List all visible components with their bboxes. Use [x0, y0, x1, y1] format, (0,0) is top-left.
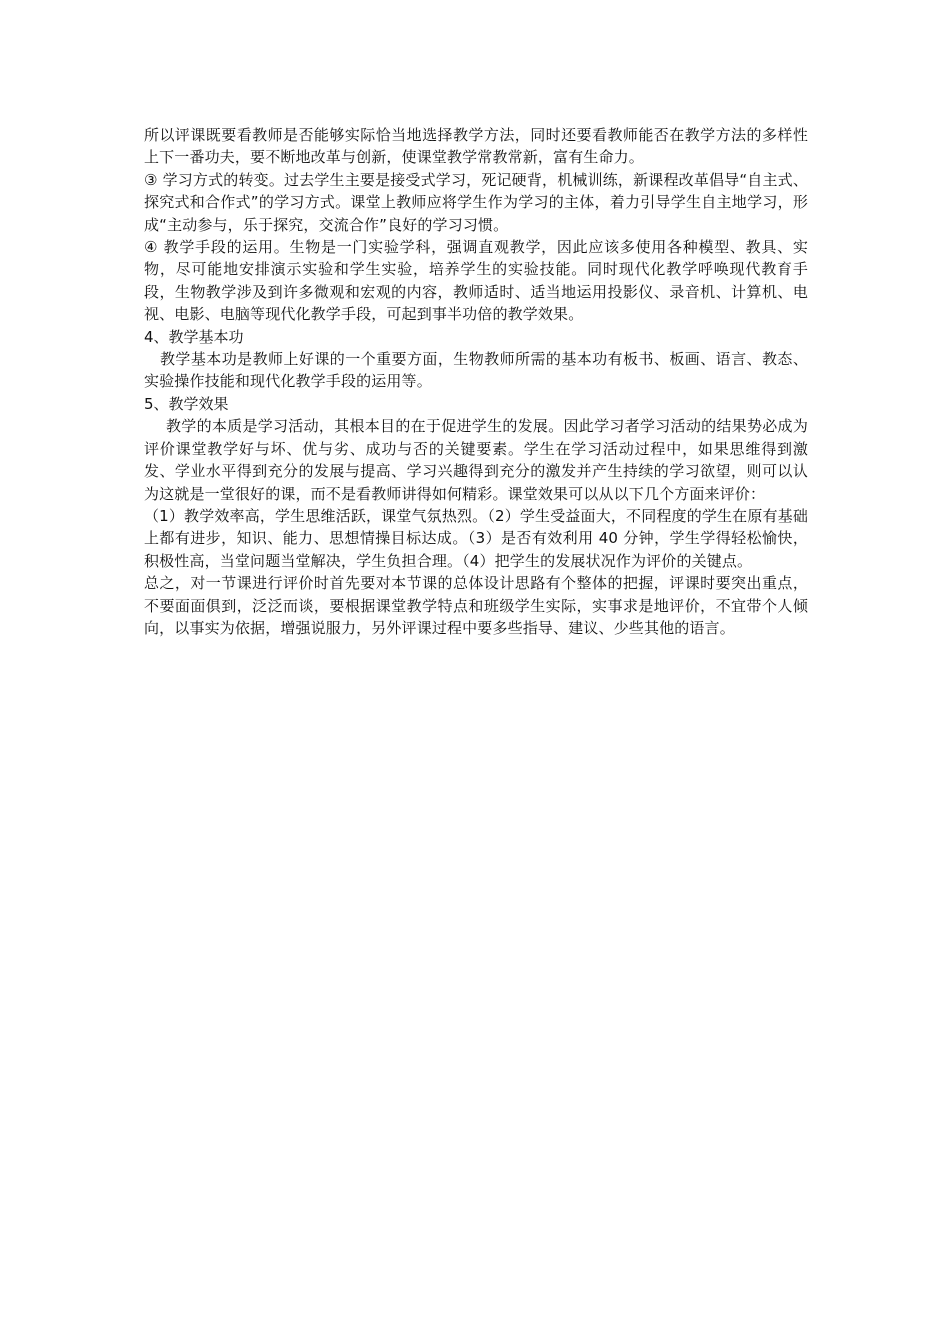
- paragraph-conclusion: 总之，对一节课进行评价时首先要对本节课的总体设计思路有个整体的把握，评课时要突出重点，不要面面俱到，泛泛而谈，要根据课堂教学特点和班级学生实际，实事求是地评价，不宜带个人倾向，以事实为依据，增强说服力，另外评课过程中要多些指导、建议、少些其他的语言。: [144, 574, 808, 637]
- paragraph-basic-skills: 教学基本功是教师上好课的一个重要方面，生物教师所需的基本功有板书、板画、语言、教态、实验操作技能和现代化教学手段的运用等。: [144, 350, 808, 391]
- paragraph-learning-style: ③ 学习方式的转变。过去学生主要是接受式学习，死记硬背，机械训练，新课程改革倡导“自主式、探究式和合作式”的学习方式。课堂上教师应将学生作为学习的主体，着力引导学生自主地学习，形成“主动参与，乐于探究，交流合作”良好的学习习惯。: [144, 170, 808, 234]
- section-heading-basic-skills: 4、教学基本功: [144, 327, 244, 346]
- document-body: [144, 124, 808, 639]
- section-heading-teaching-effect: 5、教学效果: [144, 394, 229, 413]
- paragraph-teaching-effect: 教学的本质是学习活动，其根本目的在于促进学生的发展。因此学习者学习活动的结果势必成为评价课堂教学好与坏、优与劣、成功与否的关键要素。学生在学习活动过程中，如果思维得到激发、学业水平得到充分的发展与提高、学习兴趣得到充分的激发并产生持续的学习欲望，则可以认为这就是一堂很好的课，而不是看教师讲得如何精彩。课堂效果可以从以下几个方面来评价：: [144, 417, 808, 503]
- paragraph-evaluation-criteria: （1）教学效率高，学生思维活跃，课堂气氛热烈。（2）学生受益面大，不同程度的学生在原有基础上都有进步，知识、能力、思想情操目标达成。（3）是否有效利用 40 分钟，学生学得轻松愉快，积极性高，当堂问题当堂解决，学生负担合理。（4）把学生的发展状况作为评价的关键点。: [144, 506, 808, 570]
- paragraph-teaching-means: ④ 教学手段的运用。生物是一门实验学科，强调直观教学，因此应该多使用各种模型、教具、实物，尽可能地安排演示实验和学生实验，培养学生的实验技能。同时现代化教学呼唤现代教育手段，生物教学涉及到许多微观和宏观的内容，教师适时、适当地运用投影仪、录音机、计算机、电视、电影、电脑等现代化教学手段，可起到事半功倍的教学效果。: [144, 238, 808, 324]
- paragraph-teaching-methods: 所以评课既要看教师是否能够实际恰当地选择教学方法，同时还要看教师能否在教学方法的多样性上下一番功夫，要不断地改革与创新，使课堂教学常教常新，富有生命力。: [144, 126, 808, 167]
